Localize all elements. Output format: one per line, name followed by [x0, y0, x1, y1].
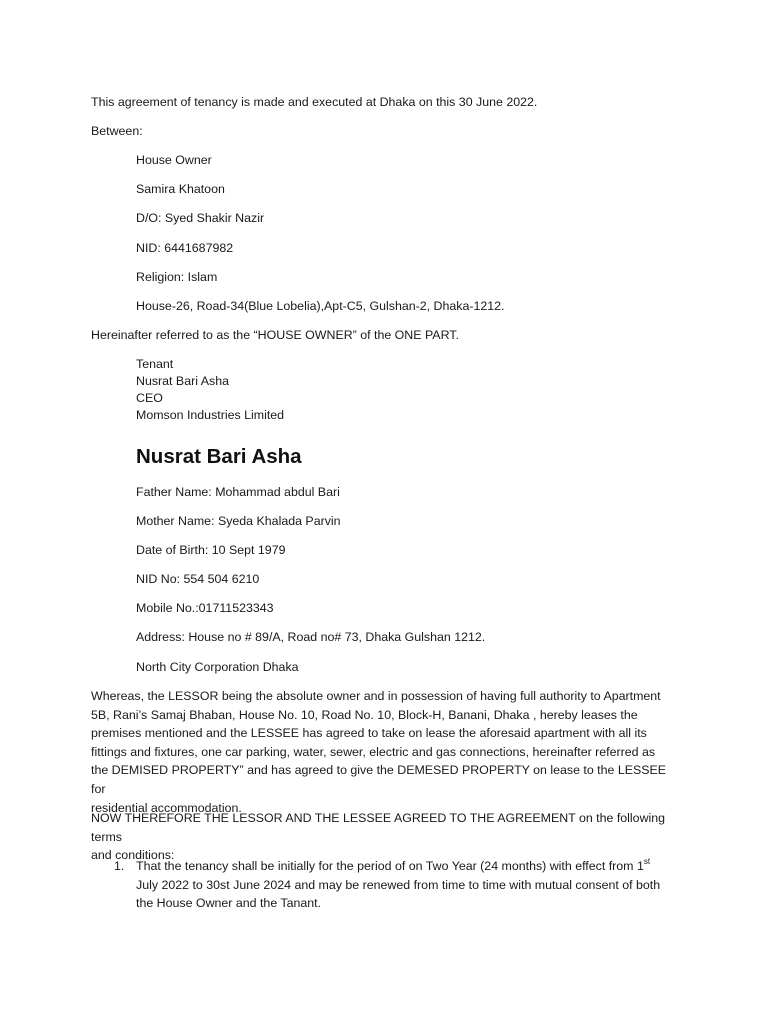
- tenant-company: Momson Industries Limited: [136, 408, 285, 422]
- tenant-heading: Tenant: [136, 357, 174, 371]
- whereas-line: 5B, Rani’s Samaj Bhaban, House No. 10, Road No. 10, Block-H, Banani, Dhaka , hereby leases the: [91, 707, 638, 722]
- owner-religion: Religion: Islam: [136, 270, 218, 284]
- tenant-father: Father Name: Mohammad abdul Bari: [136, 485, 340, 499]
- tenant-address: Address: House no # 89/A, Road no# 73, Dhaka Gulshan 1212.: [136, 630, 486, 644]
- whereas-line: fittings and fixtures, one car parking, water, sewer, electric and gas connections, hereinafter referred as: [91, 744, 656, 759]
- whereas-line: Whereas, the LESSOR being the absolute owner and in possession of having full authority to Apartment: [91, 689, 661, 703]
- term-line: July 2022 to 30st June 2024 and may be renewed from time to time with mutual consent of both: [136, 877, 661, 892]
- tenant-mobile: Mobile No.:01711523343: [136, 601, 274, 615]
- between-label: Between:: [91, 124, 143, 138]
- term-line: the House Owner and the Tanant.: [136, 896, 322, 911]
- owner-nid: NID: 6441687982: [136, 241, 234, 255]
- tenant-block-name: Nusrat Bari Asha: [136, 374, 229, 388]
- intro-line: This agreement of tenancy is made and executed at Dhaka on this 30 June 2022.: [91, 95, 538, 109]
- whereas-line: residential accommodation.: [91, 800, 242, 815]
- whereas-line: the DEMISED PROPERTY” and has agreed to give the DEMESED PROPERTY on lease to the LESSEE for: [91, 763, 667, 796]
- hereinafter-line: Hereinafter referred to as the “HOUSE OWNER” of the ONE PART.: [91, 328, 459, 342]
- tenant-dob: Date of Birth: 10 Sept 1979: [136, 543, 286, 557]
- term-number: 1.: [114, 859, 125, 873]
- whereas-line: premises mentioned and the LESSEE has agreed to take on lease the aforesaid apartment with all its: [91, 726, 647, 741]
- owner-name: Samira Khatoon: [136, 182, 225, 196]
- owner-address: House-26, Road-34(Blue Lobelia),Apt-C5, Gulshan-2, Dhaka-1212.: [136, 299, 505, 313]
- tenant-corporation: North City Corporation Dhaka: [136, 660, 299, 674]
- tenant-mother: Mother Name: Syeda Khalada Parvin: [136, 514, 341, 528]
- term-line: That the tenancy shall be initially for the period of on Two Year (24 months) with effect from 1st: [136, 856, 651, 873]
- tenant-big-name: Nusrat Bari Asha: [136, 445, 302, 468]
- whereas-paragraph: [91, 687, 683, 817]
- term-text: [136, 857, 684, 913]
- owner-parent: D/O: Syed Shakir Nazir: [136, 211, 265, 225]
- owner-heading: House Owner: [136, 153, 212, 167]
- now-therefore-line: NOW THEREFORE THE LESSOR AND THE LESSEE AGREED TO THE AGREEMENT on the following terms: [91, 811, 666, 844]
- now-therefore-line: and conditions:: [91, 848, 175, 863]
- tenant-title: CEO: [136, 391, 163, 405]
- term-superscript: st: [643, 856, 651, 866]
- tenant-nid: NID No: 554 504 6210: [136, 572, 260, 586]
